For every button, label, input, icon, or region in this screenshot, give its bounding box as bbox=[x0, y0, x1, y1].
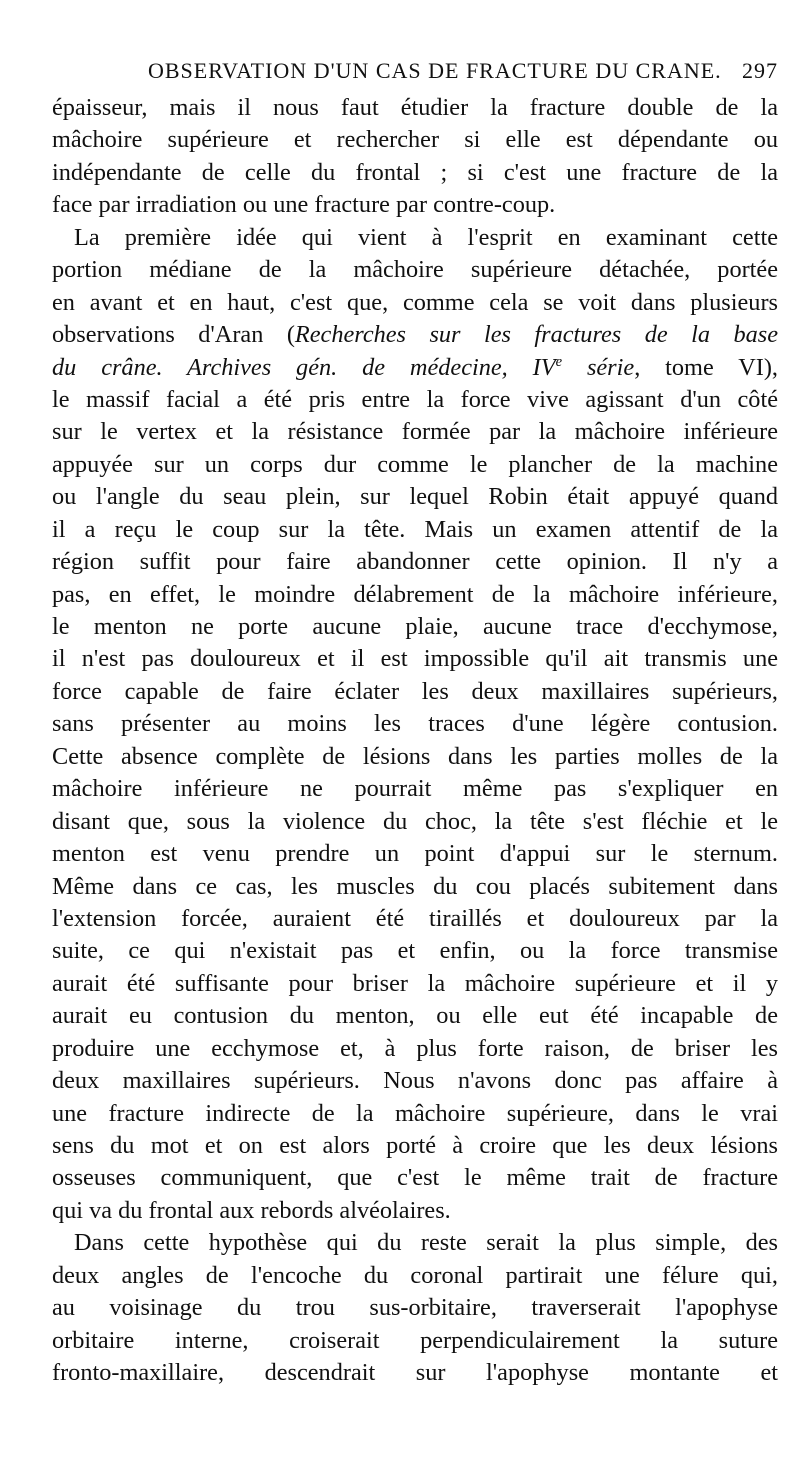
running-head bbox=[148, 58, 778, 84]
text-line: deux angles de l'encoche du coronal partirait une félure qui, bbox=[52, 1261, 778, 1289]
text-line: le menton ne porte aucune plaie, aucune trace d'ecchymose, bbox=[52, 613, 778, 640]
paragraph-1 bbox=[52, 92, 778, 222]
citation-title: Recherches sur les fractures de la base bbox=[294, 321, 778, 349]
text-line: fronto-maxillaire, descendrait sur l'apophyse montante et bbox=[52, 1359, 778, 1387]
text-fragment: observations d'Aran ( bbox=[52, 321, 295, 349]
text-line: le massif facial a été pris entre la force vive agissant d'un côté bbox=[52, 385, 778, 413]
text-line: disant que, sous la violence du choc, la tête s'est fléchie et le bbox=[52, 807, 778, 835]
body-text bbox=[52, 92, 778, 1390]
text-line: mâchoire inférieure ne pourrait même pas s'expliquer en bbox=[52, 775, 778, 803]
text-line: une fracture indirecte de la mâchoire supérieure, dans le vrai bbox=[52, 1099, 778, 1127]
text-line: suite, ce qui n'existait pas et enfin, ou la force transmise bbox=[52, 937, 778, 965]
text-line: indépendante de celle du frontal ; si c'est une fracture de la bbox=[52, 158, 778, 186]
text-line: portion médiane de la mâchoire supérieure détachée, portée bbox=[52, 256, 778, 284]
text-line: sur le vertex et la résistance formée par la mâchoire inférieure bbox=[52, 418, 778, 446]
paragraph-2 bbox=[52, 222, 778, 1228]
text-line-citation-start bbox=[52, 319, 778, 351]
text-line: en avant et en haut, c'est que, comme cela se voit dans plusieurs bbox=[52, 288, 778, 316]
paragraph-3 bbox=[52, 1227, 778, 1389]
text-fragment: , tome VI), bbox=[634, 353, 779, 381]
text-line: il a reçu le coup sur la tête. Mais un examen attentif de la bbox=[52, 515, 778, 543]
text-line: région suffit pour faire abandonner cette opinion. Il n'y a bbox=[52, 548, 778, 576]
text-line: appuyée sur un corps dur comme le plancher de la machine bbox=[52, 450, 778, 478]
text-line: Dans cette hypothèse qui du reste serait la plus simple, des bbox=[74, 1229, 778, 1257]
text-line: Même dans ce cas, les muscles du cou placés subitement dans bbox=[52, 872, 778, 900]
text-line: aurait été suffisante pour briser la mâchoire supérieure et il y bbox=[52, 969, 778, 997]
text-line: pas, en effet, le moindre délabrement de la mâchoire inférieure, bbox=[52, 580, 778, 608]
citation-journal: du crâne. Archives gén. de médecine, IV bbox=[52, 353, 556, 381]
text-line: épaisseur, mais il nous faut étudier la fracture double de la bbox=[52, 94, 778, 121]
text-line: Cette absence complète de lésions dans les parties molles de la bbox=[52, 742, 778, 770]
text-line: produire une ecchymose et, à plus forte raison, de briser les bbox=[52, 1034, 778, 1062]
text-line: sens du mot et on est alors porté à croire que les deux lésions bbox=[52, 1132, 778, 1159]
text-line: mâchoire supérieure et rechercher si elle est dépendante ou bbox=[52, 126, 778, 154]
text-line: l'extension forcée, auraient été tiraillés et douloureux par la bbox=[52, 904, 778, 932]
page-number: 297 bbox=[742, 58, 778, 83]
text-line: au voisinage du trou sus-orbitaire, traverserait l'apophyse bbox=[52, 1294, 778, 1322]
text-line: force capable de faire éclater les deux maxillaires supérieurs, bbox=[52, 677, 778, 705]
text-line: sans présenter au moins les traces d'une légère contusion. bbox=[52, 710, 778, 738]
text-line: osseuses communiquent, que c'est le même trait de fracture bbox=[52, 1164, 778, 1192]
text-line: ou l'angle du seau plein, sur lequel Robin était appuyé quand bbox=[52, 483, 778, 511]
text-line-citation-end bbox=[52, 352, 778, 384]
text-line: qui va du frontal aux rebords alvéolaires. bbox=[52, 1196, 451, 1224]
text-line: orbitaire interne, croiserait perpendiculairement la suture bbox=[52, 1326, 778, 1354]
text-line: face par irradiation ou une fracture par contre-coup. bbox=[52, 191, 556, 219]
text-line: deux maxillaires supérieurs. Nous n'avons donc pas affaire à bbox=[52, 1067, 778, 1095]
running-title: OBSERVATION D'UN CAS DE FRACTURE DU CRANE. bbox=[148, 58, 722, 83]
text-line: il n'est pas douloureux et il est impossible qu'il ait transmis une bbox=[52, 645, 778, 673]
text-line: La première idée qui vient à l'esprit en examinant cette bbox=[74, 223, 778, 251]
text-line: aurait eu contusion du menton, ou elle eut été incapable de bbox=[52, 1002, 778, 1030]
citation-series: série bbox=[562, 353, 635, 381]
text-line: menton est venu prendre un point d'appui sur le sternum. bbox=[52, 840, 778, 868]
citation-superscript: e bbox=[555, 353, 563, 370]
